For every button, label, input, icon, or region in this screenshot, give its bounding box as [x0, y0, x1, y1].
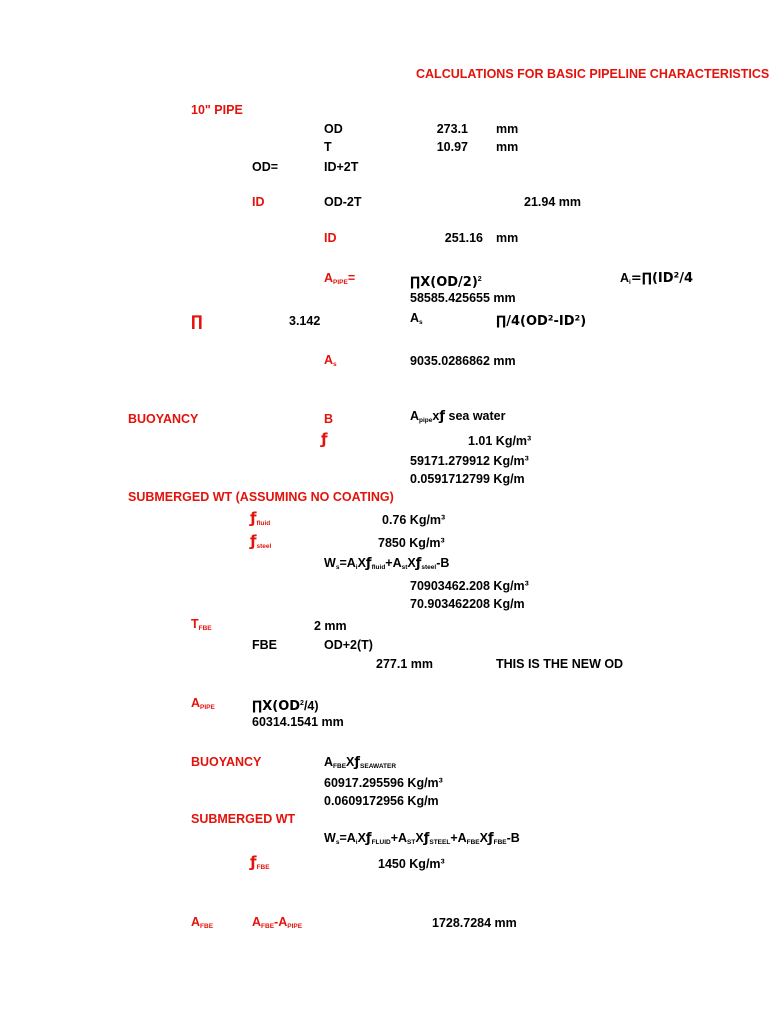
pi-value: 3.142 — [289, 314, 321, 328]
rho-steel-label: $ƒ_{steel}$ — [250, 532, 272, 550]
pi-symbol: ∏ — [191, 312, 203, 330]
buoyancy-b-label: B — [324, 412, 334, 426]
pipe-heading: 10" PIPE — [191, 103, 243, 117]
od-unit: mm — [496, 122, 519, 136]
buoyancy-val2: 0.0591712799 Kg/m — [410, 472, 525, 486]
t-unit: mm — [496, 140, 519, 154]
id-calc-value: 21.94 mm — [524, 195, 581, 209]
submerged2-formula: $W_s=A_iXƒ_{FLUID}+A_{ST}Xƒ_{STEEL}+A_{FBE}Xƒ_{FBE}-B$ — [324, 831, 520, 846]
ws-formula: $W_s=A_iXƒ_{fluid}+A_{st}Xƒ_{steel}-B$ — [324, 556, 450, 571]
id-result-unit: mm — [496, 231, 519, 245]
buoyancy-formula: $A_{pipe}xƒ$ sea water — [410, 409, 506, 424]
od-label: OD — [324, 122, 343, 136]
ai-formula: $A_i=\prod(ID^2/4$ — [620, 271, 694, 286]
fbe-formula: OD+2(T) — [324, 638, 373, 652]
buoyancy-val1: 59171.279912 Kg/m³ — [410, 454, 529, 468]
id-calc-expr: OD-2T — [324, 195, 362, 209]
t-label: T — [324, 140, 332, 154]
buoyancy2-heading: BUOYANCY — [191, 755, 262, 769]
afbe-label: $A_{FBE}$ — [191, 915, 214, 930]
page-title: CALCULATIONS FOR BASIC PIPELINE CHARACTERISTICS — [416, 67, 769, 81]
as-label: $A_s$ — [410, 311, 423, 326]
rho-fluid-value: 0.76 Kg/m³ — [382, 513, 446, 527]
a-pipe-label: $A_{PIPE}=$ — [324, 271, 356, 286]
id-result-value: 251.16 — [444, 231, 483, 245]
od-eq-label: OD= — [252, 160, 279, 174]
od-eq-expr: ID+2T — [324, 160, 359, 174]
id-result-label: ID — [324, 231, 337, 245]
buoyancy2-val2: 0.0609172956 Kg/m — [324, 794, 439, 808]
submerged-val2: 70.903462208 Kg/m — [410, 597, 525, 611]
rho-fluid-label: $ƒ_{fluid}$ — [250, 509, 271, 527]
afbe-value: 1728.7284 mm — [432, 916, 517, 930]
as-formula: ∏/4(OD²-ID²) — [496, 314, 587, 329]
new-od-value: 277.1 mm — [376, 657, 433, 671]
as-result-value: 9035.0286862 mm — [410, 354, 516, 368]
submerged-val1: 70903462.208 Kg/m³ — [410, 579, 529, 593]
rho-fbe-label: $ƒ_{FBE}$ — [250, 853, 270, 871]
as-result-label: $A_s$ — [324, 353, 337, 368]
tfbe-value: 2 mm — [314, 619, 347, 633]
new-od-note: THIS IS THE NEW OD — [496, 657, 624, 671]
od-value: 273.1 — [436, 122, 468, 136]
rho-symbol: ƒ — [321, 430, 328, 448]
tfbe-label: $T_{FBE}$ — [191, 617, 212, 632]
a-pipe-value: 58585.425655 mm — [410, 291, 516, 305]
buoyancy-heading: BUOYANCY — [128, 412, 199, 426]
rho-fbe-value: 1450 Kg/m³ — [378, 857, 445, 871]
submerged-heading: SUBMERGED WT (ASSUMING NO COATING) — [128, 490, 394, 504]
rho-value: 1.01 Kg/m³ — [468, 434, 532, 448]
a-pipe2-formula: $\prod X(OD^2/4)$ — [252, 699, 319, 714]
rho-steel-value: 7850 Kg/m³ — [378, 536, 445, 550]
a-pipe2-label: $A_{PIPE}$ — [191, 696, 215, 711]
a-pipe2-value: 60314.1541 mm — [252, 715, 344, 729]
buoyancy2-val1: 60917.295596 Kg/m³ — [324, 776, 443, 790]
buoyancy2-formula: $A_{FBE}Xƒ_{SEAWATER}$ — [324, 755, 397, 770]
id-calc-label: ID — [252, 195, 265, 209]
fbe-label: FBE — [252, 638, 277, 652]
t-value: 10.97 — [436, 140, 468, 154]
submerged2-heading: SUBMERGED WT — [191, 812, 296, 826]
afbe-formula: $A_{FBE}-A_{PIPE}$ — [252, 915, 303, 930]
a-pipe-formula: $\prod X(OD/2)^2$ — [410, 275, 482, 290]
